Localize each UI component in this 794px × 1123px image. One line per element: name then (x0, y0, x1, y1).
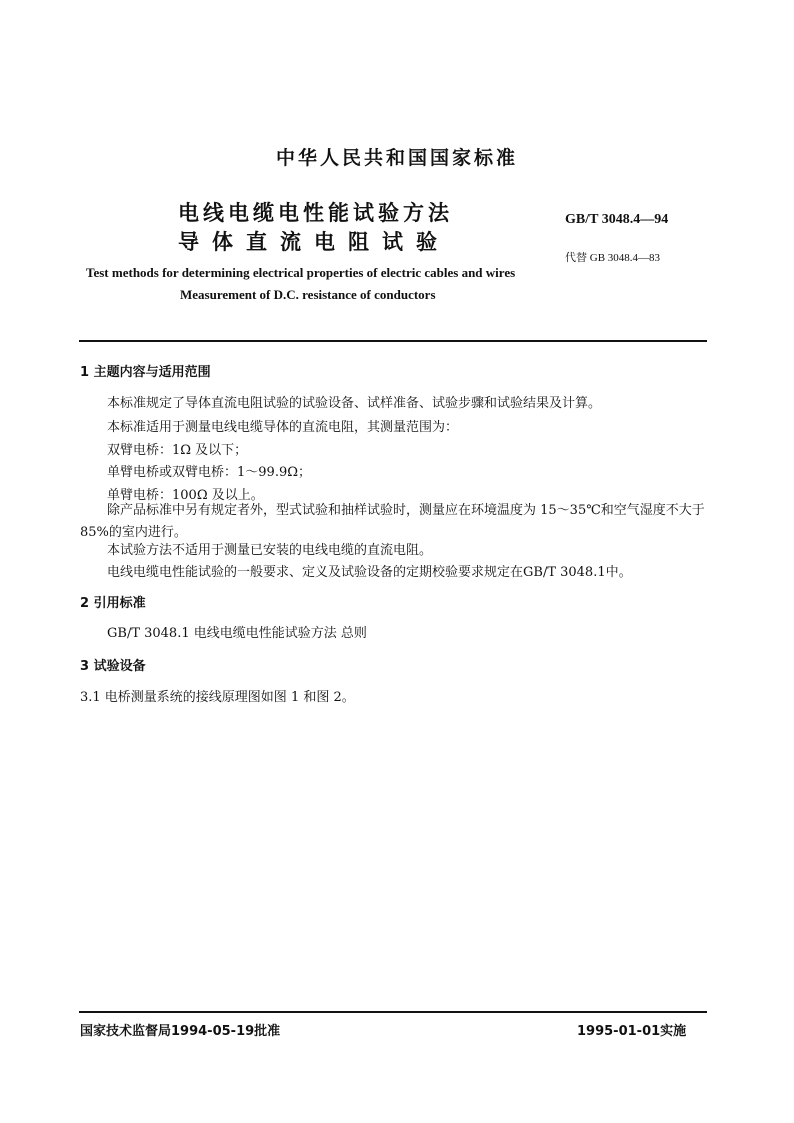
clause-paragraph: 3.1 电桥测量系统的接线原理图如图 1 和图 2。 (80, 690, 355, 705)
paragraph: 本试验方法不适用于测量已安装的电线电缆的直流电阻。 (107, 543, 433, 558)
paragraph: 电线电缆电性能试验的一般要求、定义及试验设备的定期校验要求规定在GB/T 3048.1中。 (107, 565, 632, 580)
title-chinese-line2: 导体直流电阻试验 (178, 230, 450, 254)
header-divider (79, 340, 707, 342)
approval-date: 国家技术监督局1994-05-19批准 (80, 1024, 281, 1039)
section-heading: 3 试验设备 (80, 659, 146, 674)
footer-divider (79, 1011, 707, 1013)
paragraph: 双臂电桥：1Ω 及以下； (107, 443, 248, 458)
replaces-standard: 代替 GB 3048.4—83 (565, 252, 661, 264)
paragraph: 单臂电桥或双臂电桥：1～99.9Ω； (107, 465, 311, 480)
paragraph: 本标准规定了导体直流电阻试验的试验设备、试样准备、试验步骤和试验结果及计算。 (107, 396, 602, 411)
title-english-line1: Test methods for determining electrical properties of electric cables and wires (86, 265, 516, 280)
section-heading: 2 引用标准 (80, 596, 146, 611)
referenced-standard: GB/T 3048.1 电线电缆电性能试验方法 总则 (107, 626, 367, 641)
section-heading: 1 主题内容与适用范围 (80, 365, 211, 380)
title-chinese-line1: 电线电缆电性能试验方法 (178, 201, 453, 225)
standard-number: GB/T 3048.4—94 (565, 212, 669, 227)
title-english-line2: Measurement of D.C. resistance of conductors (180, 287, 436, 302)
paragraph: 本标准适用于测量电线电缆导体的直流电阻，其测量范围为： (107, 420, 459, 435)
paragraph: 单臂电桥：100Ω 及以上。 (107, 488, 264, 503)
national-standard-title: 中华人民共和国国家标准 (275, 147, 518, 169)
paragraph: 除产品标准中另有规定者外，型式试验和抽样试验时，测量应在环境温度为 15～35℃和空气湿度不大于 85%的室内进行。 (80, 503, 705, 540)
effective-date: 1995-01-01实施 (577, 1024, 687, 1039)
